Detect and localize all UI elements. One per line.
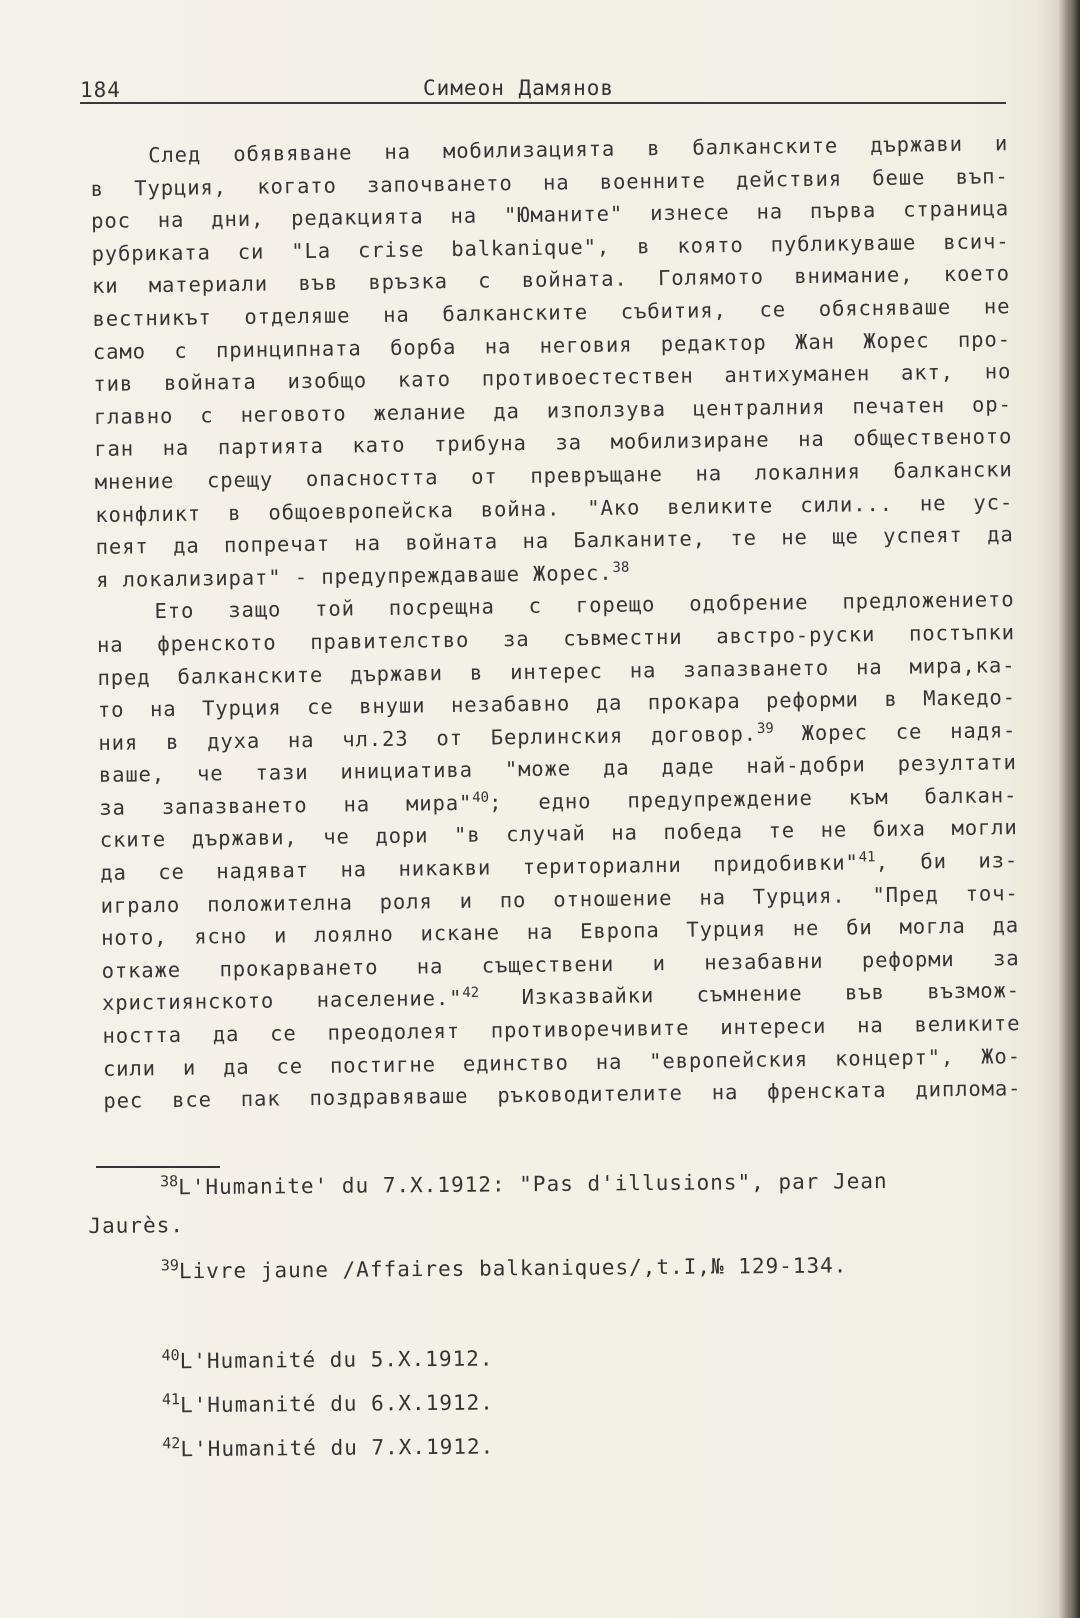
footnote-text: L'Humanité du 7.X.1912. bbox=[180, 1434, 495, 1462]
book-spine-shadow bbox=[1070, 0, 1080, 1618]
footnote-ref-39[interactable]: 39 bbox=[756, 720, 774, 737]
text-line: пред балканските държави в интерес на запазването на мира,ка- bbox=[97, 652, 1016, 690]
text-line: ки материали във връзка с войната. Голямото внимание, което bbox=[91, 261, 1011, 299]
footnote-38-continuation bbox=[88, 1213, 184, 1238]
footnote-divider bbox=[96, 1166, 220, 1168]
footnote-number: 41 bbox=[161, 1390, 181, 1409]
footnote-text: Jaurès. bbox=[88, 1213, 185, 1238]
page-number: 184 bbox=[80, 78, 121, 102]
footnote-38 bbox=[160, 1169, 888, 1199]
text-line: ган на партията като трибуна за мобилизиране на общественото bbox=[94, 424, 1013, 462]
text-segment: Изказвайки съмнение във възмож- bbox=[479, 978, 1021, 1011]
text-line: само с принципната борба на неговия редактор Жан Жорес про- bbox=[92, 326, 1012, 364]
text-segment: ; едно предупреждение към балкан- bbox=[488, 782, 1018, 815]
text-line: на френското правителство за съвместни австро-руски постъпки bbox=[96, 620, 1016, 657]
text-segment: я локализират" - предупреждаваше Жорес. bbox=[95, 560, 613, 592]
text-line: то на Турция се внуши незабавно да прокара реформи в Македо- bbox=[97, 685, 1017, 723]
text-line: в Турция, когато започването на военните действия беше въп- bbox=[90, 163, 1009, 201]
footnote-ref-41[interactable]: 41 bbox=[858, 849, 876, 866]
text-line: рос на дни, редакцията на "Юманите" изнесе на първа страница bbox=[90, 196, 1010, 234]
text-line: тив войната изобщо като противоестествен антихуманен акт, но bbox=[93, 359, 1012, 397]
text-line: Ето защо той посрещна с горещо одобрение предложението bbox=[154, 587, 1015, 624]
text-line: рес все пак поздравяваше ръководителите на френската диплома- bbox=[103, 1076, 1022, 1114]
footnote-number: 39 bbox=[160, 1256, 179, 1275]
footnote-ref-42[interactable]: 42 bbox=[462, 985, 480, 1002]
footnote-39 bbox=[161, 1253, 848, 1283]
text-segment: ния в духа на чл.23 от Берлинския договор. bbox=[98, 721, 758, 755]
running-head-author: Симеон Дамянов bbox=[423, 76, 615, 100]
text-segment: християнското население." bbox=[101, 986, 463, 1016]
text-line: пеят да попречат на войната на Балканите, те не ще успеят да bbox=[95, 522, 1014, 560]
footnote-ref-38[interactable]: 38 bbox=[612, 559, 630, 576]
text-line: След обявяване на мобилизацията в балканските държави и bbox=[148, 131, 1009, 168]
text-line: ното, ясно и лоялно искане на Европа Турция не би могла да bbox=[100, 913, 1020, 951]
footnote-text: L'Humanité du 6.X.1912. bbox=[179, 1390, 494, 1418]
text-line: рубриката си "La crise balkanique", в която публикуваше всич- bbox=[91, 228, 1010, 266]
text-line: играло положителна роля и по отношение на Турция. "Пред точ- bbox=[100, 880, 1019, 918]
text-line: ността да се преодолеят противоречивите интереси на великите bbox=[102, 1011, 1021, 1048]
text-segment: да се надяват на никакви териториални придобивки" bbox=[100, 850, 859, 885]
text-line: ските държави, че дори "в случай на победа те не биха могли bbox=[99, 815, 1018, 853]
page-header bbox=[80, 78, 1006, 104]
text-line: мнение срещу опасността от превръщане на локалния балкански bbox=[94, 457, 1013, 494]
footnote-text: L'Humanite' du 7.X.1912: "Pas d'illusions", par Jean bbox=[178, 1169, 888, 1200]
footnote-number: 38 bbox=[159, 1172, 179, 1191]
footnote-number: 40 bbox=[161, 1346, 180, 1365]
footnote-ref-40[interactable]: 40 bbox=[472, 789, 490, 806]
footnote-41 bbox=[162, 1390, 494, 1417]
text-line: вестникът отделяше на балканските събития, се обясняваше не bbox=[92, 294, 1011, 331]
text-segment: Жорес се надя- bbox=[773, 717, 1017, 746]
footnote-number: 42 bbox=[162, 1434, 181, 1453]
text-line: ваше, че тази инициатива "може да даде най-добри резултати bbox=[98, 750, 1017, 788]
footnotes bbox=[88, 1168, 1008, 1462]
footnote-text: Livre jaune /Affaires balkaniques/,t.I,№ 129-134. bbox=[178, 1253, 848, 1284]
text-line: сили и да се постигне единство на "европейския концерт", Жо- bbox=[102, 1043, 1022, 1081]
text-line: конфликт в общоевропейска война. "Ако великите сили... не ус- bbox=[95, 489, 1014, 527]
text-segment: , би из- bbox=[875, 848, 1019, 875]
footnote-40 bbox=[162, 1346, 494, 1373]
main-text bbox=[90, 127, 1022, 1118]
text-line: откаже прокарването на съществени и незабавни реформи за bbox=[101, 945, 1020, 983]
footnote-text: L'Humanité du 5.X.1912. bbox=[179, 1346, 494, 1374]
footnote-42 bbox=[162, 1434, 494, 1461]
text-segment: за запазването на мира" bbox=[99, 790, 473, 820]
text-line: главно с неговото желание да използува централния печатен ор- bbox=[93, 391, 1012, 429]
